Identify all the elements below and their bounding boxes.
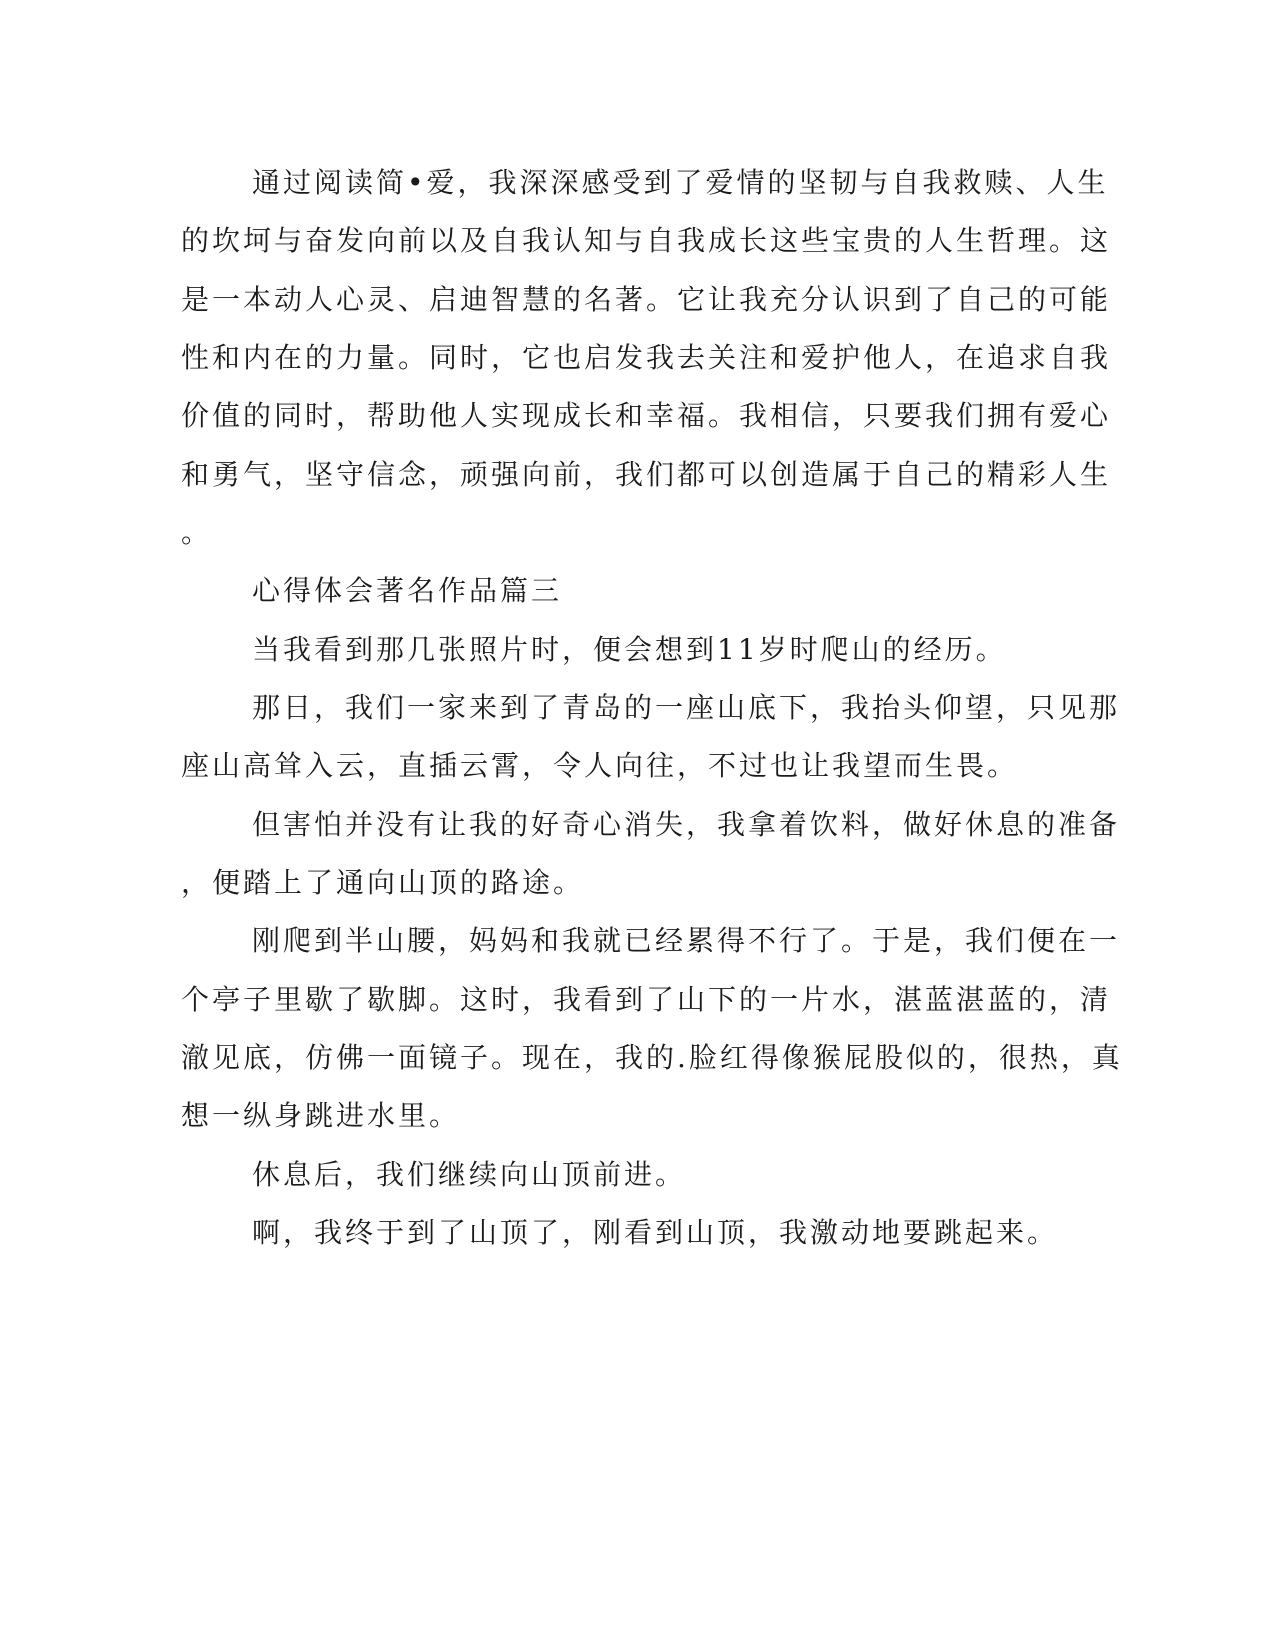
paragraph-line: 的坎坷与奋发向前以及自我认知与自我成长这些宝贵的人生哲理。这 [181,224,1112,257]
paragraph-line: 价值的同时，帮助他人实现成长和幸福。我相信，只要我们拥有爱心 [181,399,1112,432]
paragraph-line: 啊，我终于到了山顶了，刚看到山顶，我激动地要跳起来。 [252,1216,1059,1249]
paragraph-line: 当我看到那几张照片时，便会想到11岁时爬山的经历。 [252,633,1007,666]
paragraph-line: 休息后，我们继续向山顶前进。 [252,1158,687,1191]
paragraph-line: 是一本动人心灵、启迪智慧的名著。它让我充分认识到了自己的可能 [181,283,1112,316]
paragraph-line: 。 [181,516,213,549]
paragraph-line: 想一纵身跳进水里。 [181,1099,461,1132]
paragraph-line: 通过阅读简•爱，我深深感受到了爱情的坚韧与自我救赎、人生 [252,166,1109,199]
paragraph-line: 个亭子里歇了歇脚。这时，我看到了山下的一片水，湛蓝湛蓝的，清 [181,983,1112,1016]
paragraph-line: 座山高耸入云，直插云霄，令人向往，不过也让我望而生畏。 [181,749,1019,782]
section-heading: 心得体会著名作品篇三 [252,574,563,607]
paragraph-line: ，便踏上了通向山顶的路途。 [181,866,585,899]
paragraph-line: 和勇气，坚守信念，顽强向前，我们都可以创造属于自己的精彩人生 [181,458,1112,491]
paragraph-line: 性和内在的力量。同时，它也启发我去关注和爱护他人，在追求自我 [181,341,1112,374]
paragraph-line: 但害怕并没有让我的好奇心消失，我拿着饮料，做好休息的准备 [252,808,1121,841]
paragraph-line: 澈见底，仿佛一面镜子。现在，我的.脸红得像猴屁股似的，很热，真 [181,1041,1123,1074]
paragraph-line: 刚爬到半山腰，妈妈和我就已经累得不行了。于是，我们便在一 [252,924,1121,957]
paragraph-line: 那日，我们一家来到了青岛的一座山底下，我抬头仰望，只见那 [252,691,1121,724]
